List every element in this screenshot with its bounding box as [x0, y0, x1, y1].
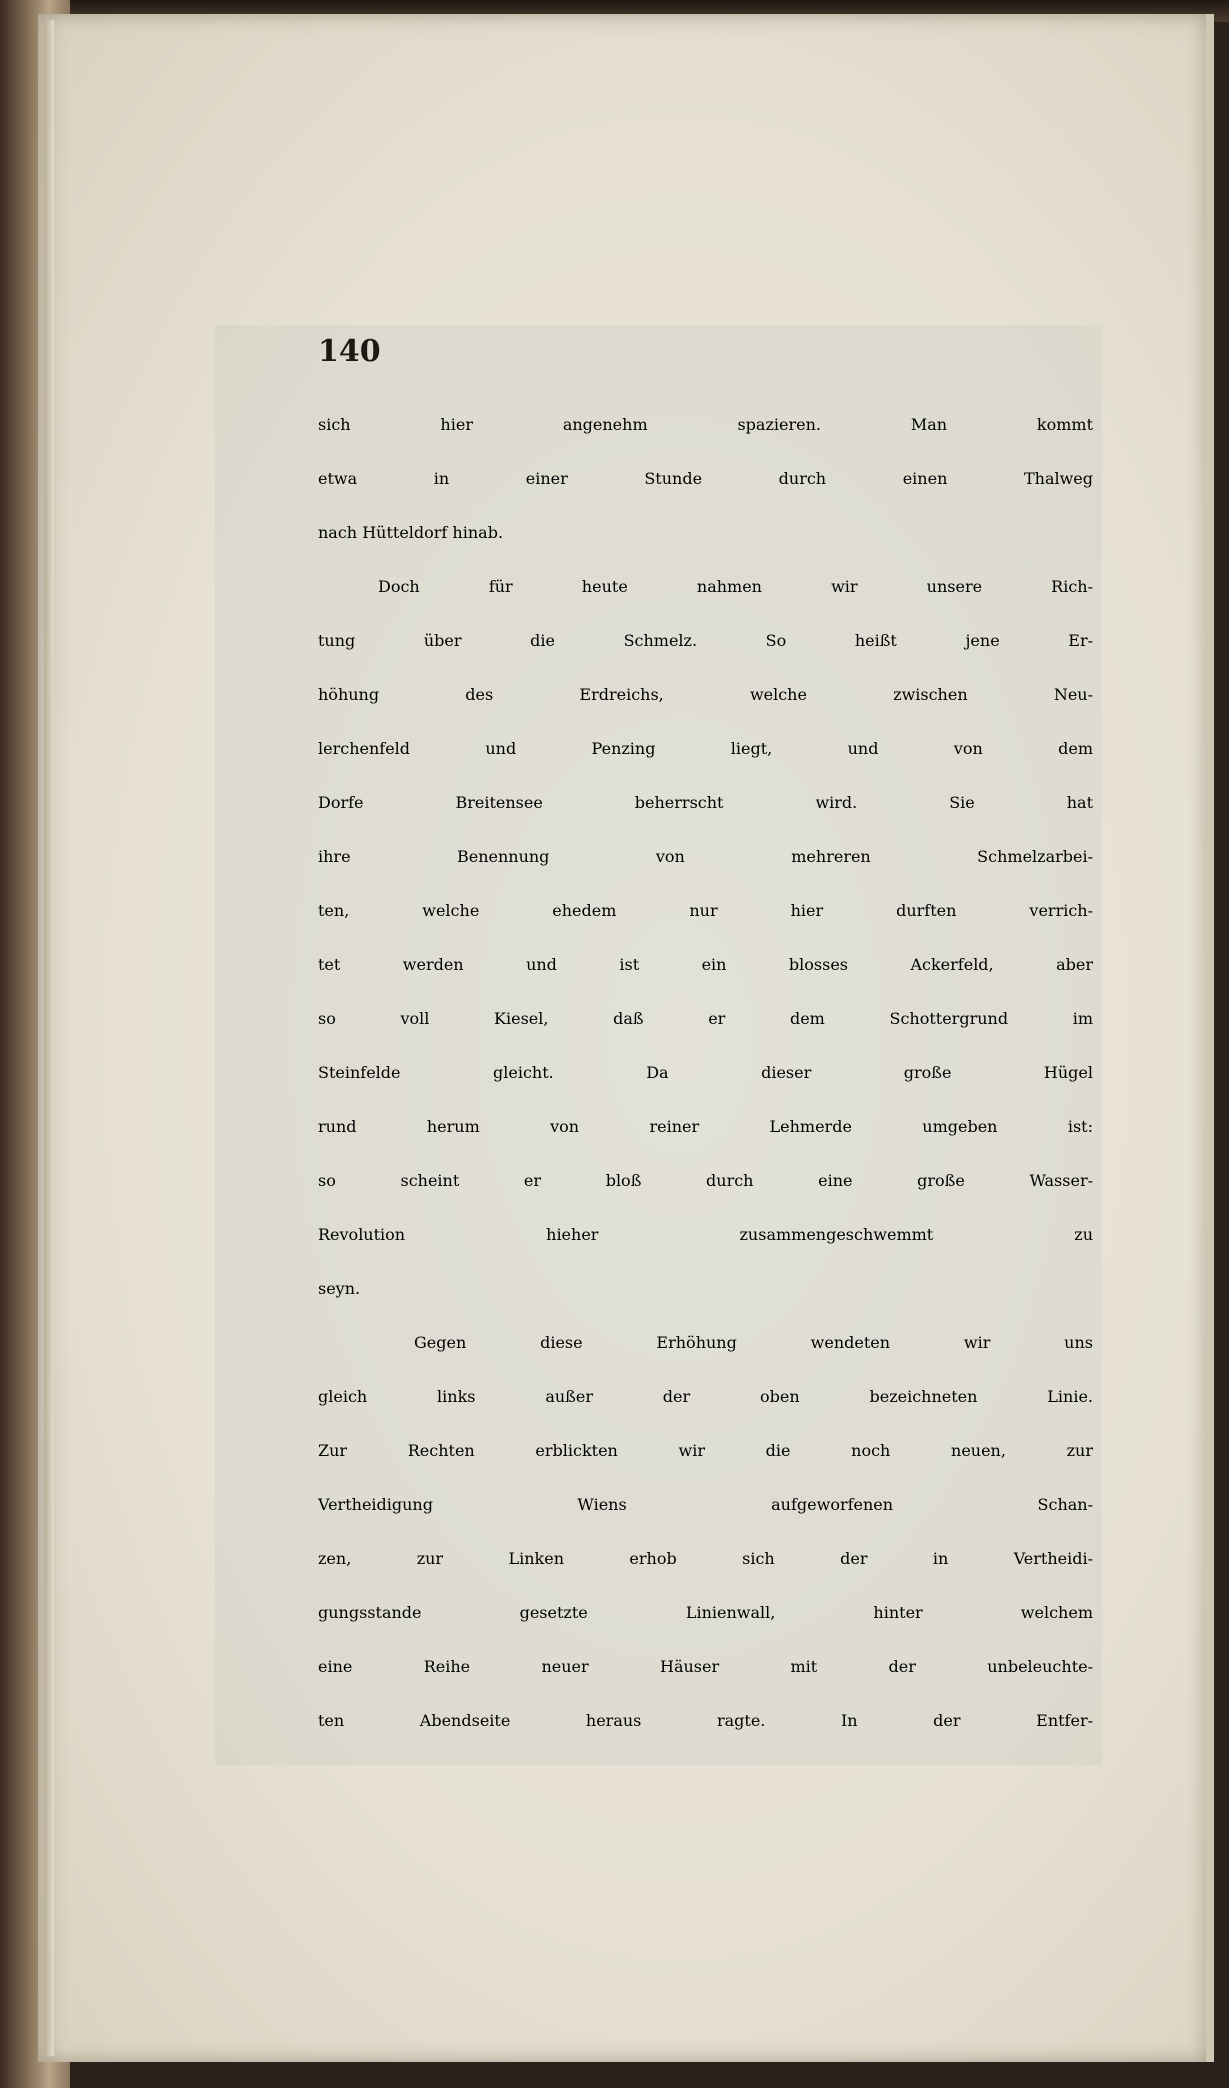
- text-line: Dorfe Breitensee beherrscht wird. Sie hat: [318, 793, 1093, 812]
- text-line: ihre Benennung von mehreren Schmelzarbei-: [318, 847, 1093, 866]
- text-line: tung über die Schmelz. So heißt jene Er-: [318, 631, 1093, 650]
- text-line: gleich links außer der oben bezeichneten Linie.: [318, 1387, 1093, 1406]
- body-text: [318, 398, 1093, 1748]
- text-line: höhung des Erdreichs, welche zwischen Neu-: [318, 685, 1093, 704]
- text-line: etwa in einer Stunde durch einen Thalweg: [318, 469, 1093, 488]
- text-line: Zur Rechten erblickten wir die noch neuen, zur: [318, 1441, 1093, 1460]
- page-gutter: [44, 20, 54, 2056]
- text-line: sich hier angenehm spazieren. Man kommt: [318, 415, 1093, 434]
- text-line: Doch für heute nahmen wir unsere Rich-: [378, 577, 1093, 596]
- text-line: nach Hütteldorf hinab.: [318, 523, 504, 542]
- text-line: eine Reihe neuer Häuser mit der unbeleuchte-: [318, 1657, 1093, 1676]
- text-line: lerchenfeld und Penzing liegt, und von dem: [318, 739, 1093, 758]
- text-line: ten Abendseite heraus ragte. In der Entfer-: [318, 1711, 1093, 1730]
- text-line: so scheint er bloß durch eine große Wasser-: [318, 1171, 1093, 1190]
- text-line: ten, welche ehedem nur hier durften verrich-: [318, 901, 1093, 920]
- text-line: tet werden und ist ein blosses Ackerfeld, aber: [318, 955, 1093, 974]
- text-line: Revolution hieher zusammengeschwemmt zu: [318, 1225, 1093, 1244]
- text-line: gungsstande gesetzte Linienwall, hinter welchem: [318, 1603, 1093, 1622]
- text-line: so voll Kiesel, daß er dem Schottergrund im: [318, 1009, 1093, 1028]
- text-line: Vertheidigung Wiens aufgeworfenen Schan-: [318, 1495, 1093, 1514]
- text-line: zen, zur Linken erhob sich der in Vertheidi-: [318, 1549, 1093, 1568]
- text-line: Gegen diese Erhöhung wendeten wir uns: [414, 1333, 1093, 1352]
- text-line: seyn.: [318, 1279, 361, 1298]
- page-number: 140: [318, 334, 381, 369]
- text-line: rund herum von reiner Lehmerde umgeben ist:: [318, 1117, 1093, 1136]
- text-line: Steinfelde gleicht. Da dieser große Hügel: [318, 1063, 1093, 1082]
